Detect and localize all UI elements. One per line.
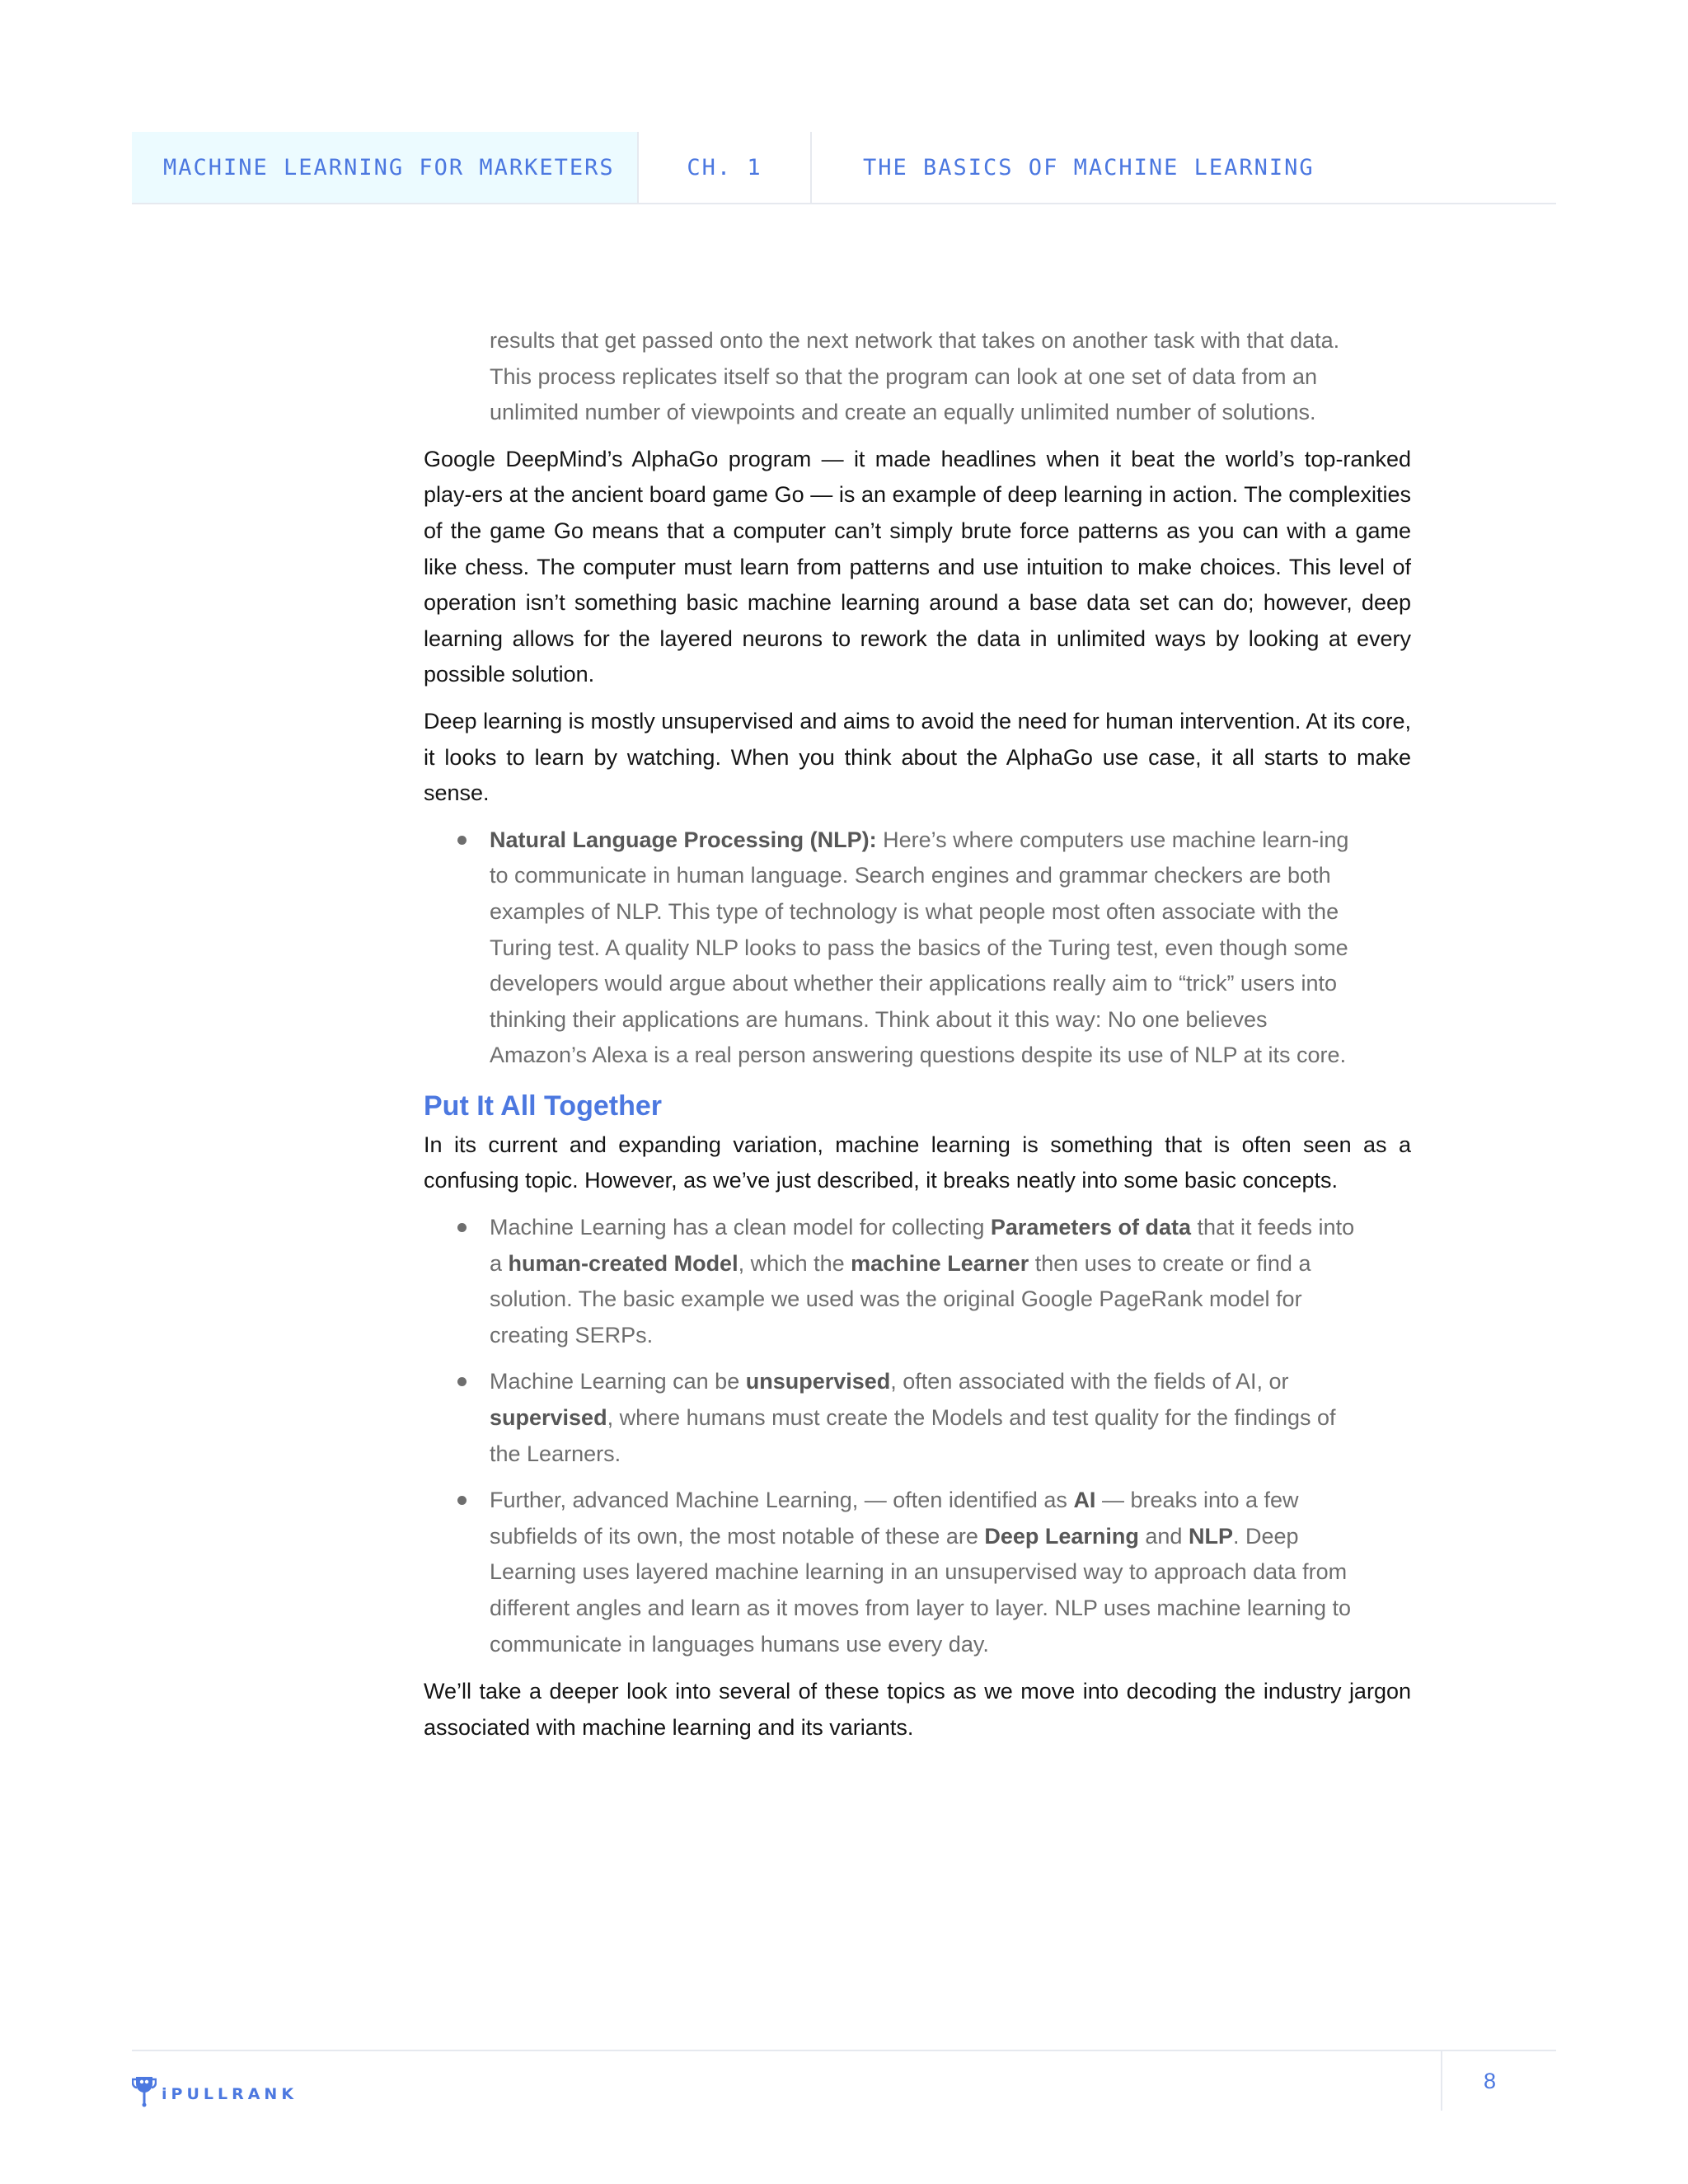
nlp-text: Here’s where computers use machine learn-ing to communicate in human language. Search engines and grammar checkers are both examples of NLP. This type of technology is what people most often associate with the Turing test. A quality NLP looks to pass the basics of the Turing test, even though some developers would argue about whether their applications really aim to “trick” users into thinking their applications are humans. Think about it this way: No one believes Amazon’s Alexa is a real person answering questions despite its use of NLP at its core.	[490, 827, 1349, 1068]
item-text: , often associated with the fields of AI, or	[890, 1369, 1289, 1394]
footer-rule	[132, 2050, 1556, 2051]
trophy-icon	[132, 2074, 157, 2107]
logo-text: iPULLRANK	[162, 2085, 298, 2103]
book-title: MACHINE LEARNING FOR MARKETERS	[132, 132, 639, 203]
running-header	[132, 132, 1556, 204]
section-title: THE BASICS OF MACHINE LEARNING	[863, 154, 1315, 180]
item-bold: AI	[1073, 1488, 1096, 1513]
bullet-icon	[457, 1496, 467, 1505]
nlp-term: Natural Language Processing (NLP):	[490, 827, 877, 852]
bullet-icon	[457, 836, 467, 845]
paragraph-closing: We’ll take a deeper look into several of these topics as we move into decoding the industry jargon associated with machine learning and its variants.	[424, 1679, 1411, 1740]
item-text: that it feeds into a	[490, 1215, 1355, 1276]
item-text: . Deep Learning uses layered machine learning in an unsupervised way to approach data from different angles and learn as it moves from layer to layer. NLP uses machine learning to communicate in languages humans use every day.	[490, 1523, 1352, 1657]
nlp-list	[424, 823, 1411, 1074]
item-bold: unsupervised	[745, 1369, 891, 1394]
item-bold: supervised	[490, 1405, 607, 1431]
list-item	[424, 1210, 1363, 1353]
list-item	[424, 1483, 1363, 1662]
list-item	[424, 1364, 1363, 1472]
item-text: Machine Learning can be	[490, 1369, 746, 1394]
paragraph-deep-learning: Deep learning is mostly unsupervised and aims to avoid the need for human intervention. At its core, it looks to learn by watching. When you think about the AlphaGo use case, it all starts to make sense.	[424, 708, 1411, 806]
list-item-nlp	[424, 823, 1363, 1074]
item-text: Machine Learning has a clean model for collecting	[490, 1215, 991, 1240]
item-text: , which the	[738, 1250, 851, 1276]
paragraph-intro: In its current and expanding variation, machine learning is something that is often seen as a confusing topic. However, as we’ve just described, it breaks neatly into some basic concepts.	[424, 1132, 1411, 1193]
item-bold: machine Learner	[851, 1250, 1029, 1276]
bullet-icon	[457, 1223, 467, 1232]
summary-list	[424, 1210, 1411, 1662]
item-bold: NLP	[1188, 1523, 1233, 1549]
item-bold: Deep Learning	[984, 1523, 1139, 1549]
bullet-icon	[457, 1377, 467, 1386]
page-body	[424, 323, 1411, 1756]
chapter-label: CH. 1	[639, 132, 812, 203]
item-bold: Parameters of data	[990, 1215, 1191, 1240]
footer-divider	[1441, 2051, 1442, 2111]
item-text: then uses to create or find a solution. The basic example we used was the original Google PageRank model for creating SERPs.	[490, 1250, 1311, 1347]
item-text: — breaks into a few subfields of its own, the most notable of these are	[490, 1488, 1299, 1549]
item-text: , where humans must create the Models and test quality for the findings of the Learners.	[490, 1405, 1336, 1466]
ipullrank-logo	[132, 2074, 298, 2107]
page-number: 8	[1484, 2069, 1497, 2093]
continued-paragraph: results that get passed onto the next network that takes on another task with that data. This process replicates itself so that the program can look at one set of data from an unlimited number of viewpoints and create an equally unlimited number of solutions.	[490, 328, 1340, 425]
paragraph-alphago: Google DeepMind’s AlphaGo program — it made headlines when it beat the world’s top-ranked play-ers at the ancient board game Go — is an example of deep learning in action. The complexities of the game Go means that a computer can’t simply brute force patterns as you can with a game like chess. The computer must learn from patterns and use intuition to make choices. This level of operation isn’t something basic machine learning around a base data set can do; however, deep learning allows for the layered neurons to rework the data in unlimited ways by looking at every possible solution.	[424, 446, 1411, 687]
item-text: Further, advanced Machine Learning, — often identified as	[490, 1488, 1074, 1513]
item-bold: human-created Model	[508, 1250, 738, 1276]
item-text: and	[1138, 1523, 1189, 1549]
section-heading: Put It All Together	[424, 1090, 662, 1122]
